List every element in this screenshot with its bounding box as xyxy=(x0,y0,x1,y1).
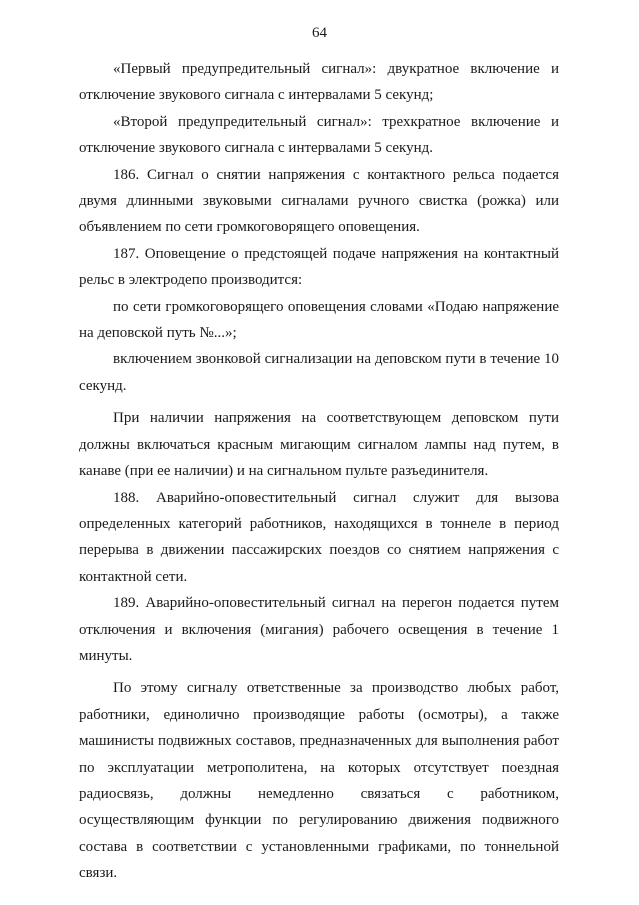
paragraph-187: 187. Оповещение о предстоящей подаче напряжения на контактный рельс в электродепо производится: xyxy=(79,245,559,289)
paragraph-186: 186. Сигнал о снятии напряжения с контактного рельса подается двумя длинными звуковыми сигналами ручного свистка (рожка) или объявлением по сети громкоговорящего оповещения. xyxy=(79,166,559,236)
paragraph-187-bell: включением звонковой сигнализации на деповском пути в течение 10 секунд. xyxy=(79,351,559,394)
paragraph-voltage-lamps: При наличии напряжения на соответствующем деповском пути должны включаться красным мигающим сигналом лампы над путем, в канаве (при ее наличии) и на сигнальном пульте разъединителя. xyxy=(79,410,559,480)
paragraph-second-warning-signal: «Второй предупредительный сигнал»: трехкратное включение и отключение звукового сигнала с интервалами 5 секунд. xyxy=(79,113,559,157)
paragraph-187-announcement: по сети громкоговорящего оповещения словами «Подаю напряжение на деповской путь №...»; xyxy=(79,298,559,342)
document-body xyxy=(79,56,559,887)
paragraph-188: 188. Аварийно-оповестительный сигнал служит для вызова определенных категорий работников, находящихся в тоннеле в период перерыва в движении пассажирских поездов со снятием напряжения с контактной сети. xyxy=(79,489,559,585)
paragraph-189: 189. Аварийно-оповестительный сигнал на перегон подается путем отключения и включения (мигания) рабочего освещения в течение 1 минуты. xyxy=(79,595,559,664)
page-number: 64 xyxy=(312,25,327,41)
paragraph-first-warning-signal: «Первый предупредительный сигнал»: двукратное включение и отключение звукового сигнала с интервалами 5 секунд; xyxy=(79,61,559,104)
paragraph-189-response: По этому сигналу ответственные за производство любых работ, работники, единолично производящие работы (осмотры), а также машинисты подвижных составов, предназначенных для выполнения работ по эксплуатации метрополитена, на которых отсутствует поездная радиосвязь, должны немедленно связаться с работником, осуществляющим функции по регулированию движения подвижного состава в соответствии с установленными графиками, по тоннельной связи. xyxy=(79,680,559,882)
